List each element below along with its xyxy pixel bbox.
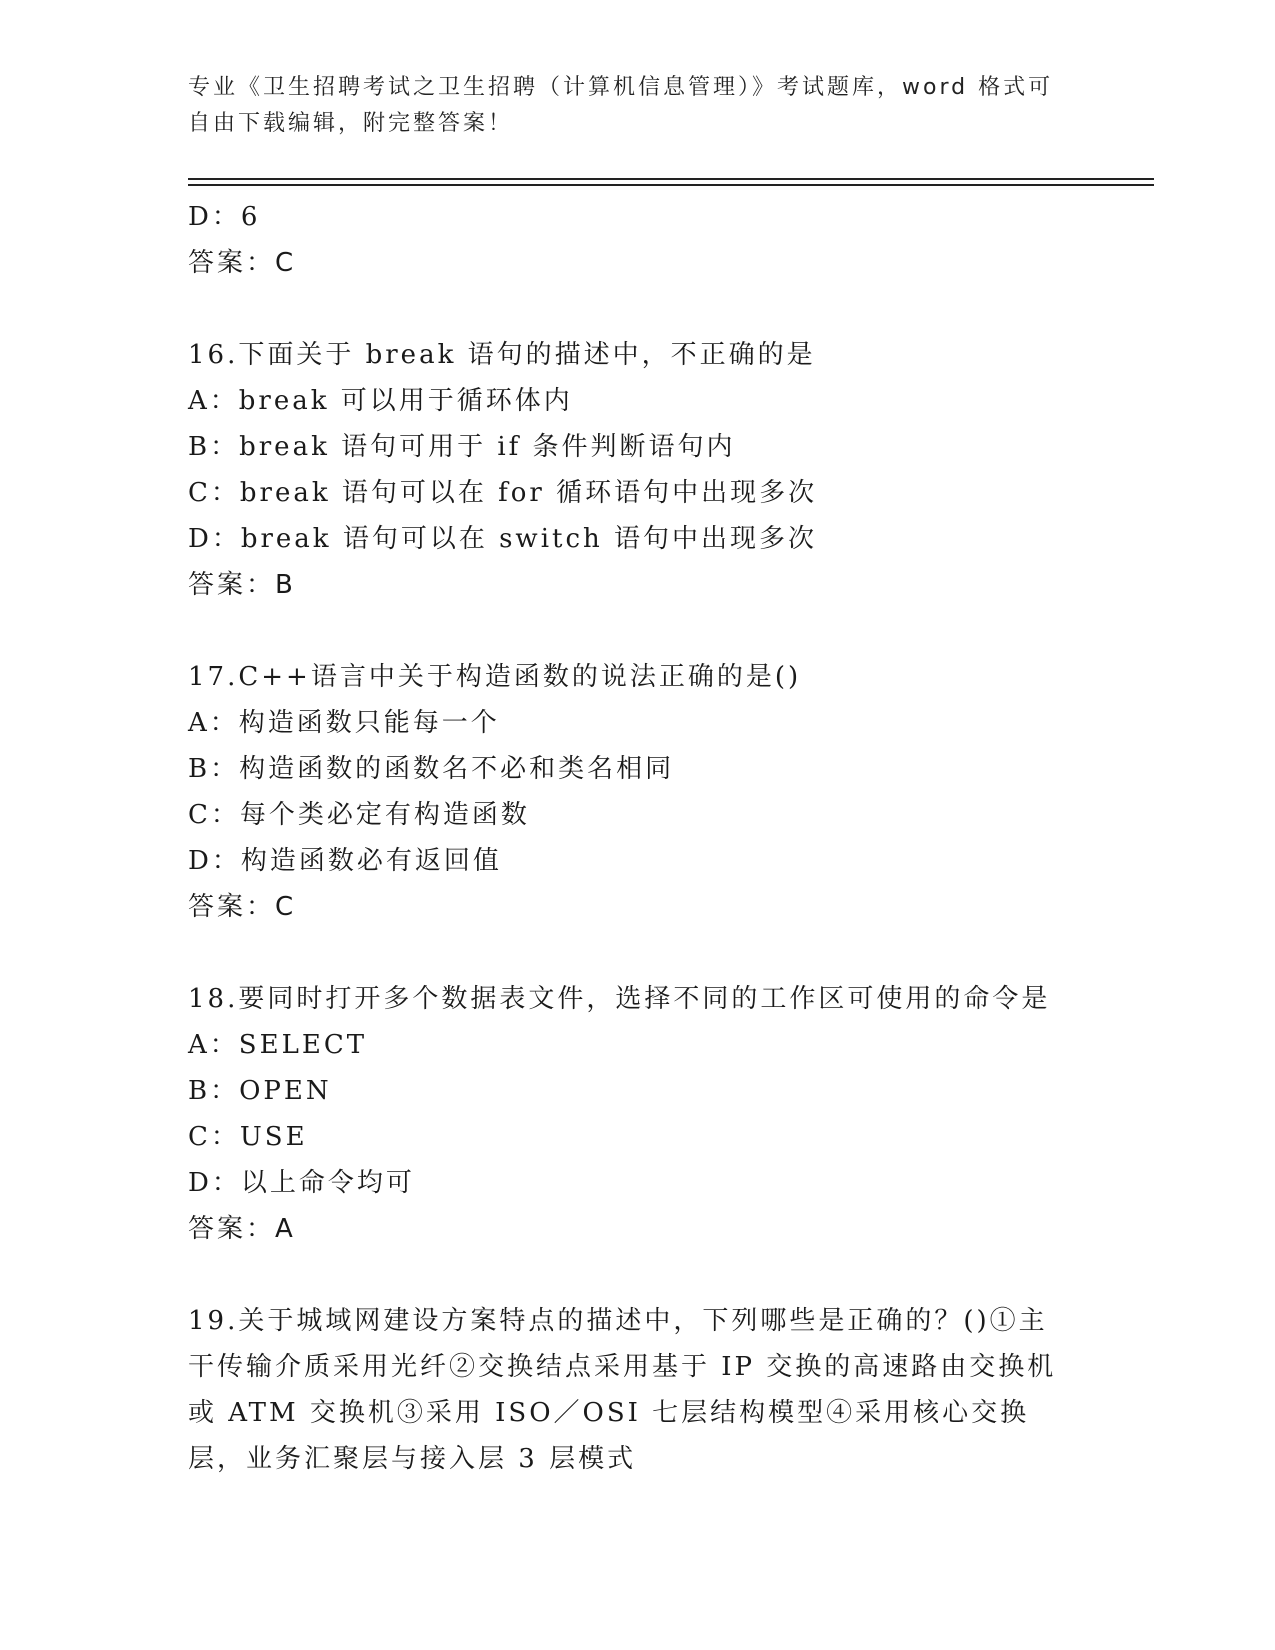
spacer (188, 286, 1088, 332)
option-d: D：break 语句可以在 switch 语句中出现多次 (188, 524, 818, 554)
option-a: A：break 可以用于循环体内 (188, 386, 573, 416)
option-c: C：每个类必定有构造函数 (188, 800, 530, 830)
question-stem: 18.要同时打开多个数据表文件，选择不同的工作区可使用的命令是 (188, 984, 1051, 1014)
prev-option-d: D：6 (188, 202, 261, 232)
option-c: C：break 语句可以在 for 循环语句中出现多次 (188, 478, 818, 508)
option-b: B：构造函数的函数名不必和类名相同 (188, 754, 675, 784)
option-d: D：以上命令均可 (188, 1168, 415, 1198)
answer: 答案：A (188, 1214, 296, 1244)
question-stem: 19.关于城域网建设方案特点的描述中，下列哪些是正确的？()①主干传输介质采用光纤②交换结点采用基于 IP 交换的高速路由交换机或 ATM 交换机③采用 ISO／OSI 七层结构模型④采用核心交换层，业务汇聚层与接入层 3 层模式 (188, 1306, 1057, 1474)
option-a: A：构造函数只能每一个 (188, 708, 500, 738)
option-c: C：USE (188, 1122, 308, 1152)
question-stem: 16.下面关于 break 语句的描述中，不正确的是 (188, 340, 816, 370)
answer: 答案：B (188, 570, 296, 600)
header-rule-top (188, 178, 1154, 180)
option-d: D：构造函数必有返回值 (188, 846, 502, 876)
question-stem: 17.C++语言中关于构造函数的说法正确的是() (188, 662, 802, 692)
option-b: B：break 语句可用于 if 条件判断语句内 (188, 432, 736, 462)
question-16 (188, 332, 1088, 608)
header-rule-bottom (188, 184, 1154, 186)
option-a: A：SELECT (188, 1030, 368, 1060)
question-19 (188, 1298, 1088, 1482)
answer: 答案：C (188, 892, 297, 922)
spacer (188, 608, 1088, 654)
question-17 (188, 654, 1088, 930)
question-list (188, 194, 1088, 1482)
prev-answer: 答案：C (188, 248, 297, 278)
spacer (188, 930, 1088, 976)
spacer (188, 1252, 1088, 1298)
page-header: 专业《卫生招聘考试之卫生招聘（计算机信息管理）》考试题库，word 格式可自由下载编辑，附完整答案！ (188, 75, 1054, 136)
option-b: B：OPEN (188, 1076, 332, 1106)
question-18 (188, 976, 1088, 1252)
